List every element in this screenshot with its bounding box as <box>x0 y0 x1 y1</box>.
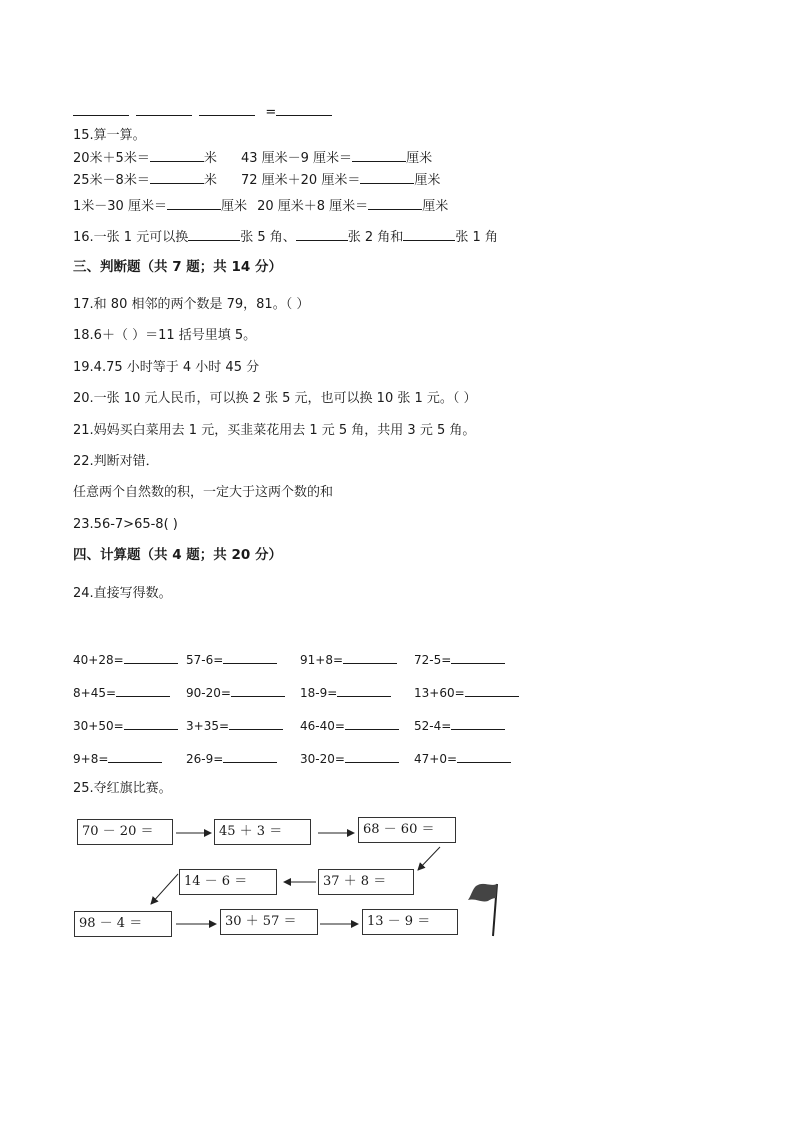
q15-unit: 米 <box>203 151 217 166</box>
question-21: 21.妈妈买白菜用去 1 元，买韭菜花用去 1 元 5 角，共用 3 元 5 角。 <box>73 423 476 438</box>
arrow-down-left-icon <box>151 874 178 904</box>
question-24-title: 24.直接写得数。 <box>73 586 172 601</box>
race-box: 14 － 6 ＝ <box>179 869 277 895</box>
race-box: 45 ＋ 3 ＝ <box>214 819 311 845</box>
q15-expr: 1米－30 厘米＝ <box>73 199 167 214</box>
question-25-title: 25.夺红旗比赛。 <box>73 781 172 796</box>
question-20: 20.一张 10 元人民币，可以换 2 张 5 元，也可以换 10 张 1 元。（ ） <box>73 391 477 406</box>
calc-expr: 13+60= <box>414 686 465 700</box>
question-23: 23.56-7>65-8( ) <box>73 517 178 532</box>
question-22: 22.判断对错． <box>73 454 159 469</box>
q15-unit: 厘米 <box>414 173 441 188</box>
equals-sign: = <box>265 105 277 120</box>
calc-expr: 26-9= <box>186 752 224 766</box>
calc-expr: 40+28= <box>73 653 124 667</box>
calc-expr: 91+8= <box>300 653 344 667</box>
q15-expr: 20米＋5米＝ <box>73 151 150 166</box>
calc-expr: 72-5= <box>414 653 452 667</box>
calc-expr: 30-20= <box>300 752 345 766</box>
q15-unit: 厘米 <box>422 199 449 214</box>
q15-expr: 20 厘米＋8 厘米＝ <box>257 199 369 214</box>
q15-unit: 厘米 <box>406 151 433 166</box>
section-3-heading: 三、判断题（共 7 题；共 14 分） <box>73 259 282 275</box>
race-box: 70 － 20 ＝ <box>77 819 173 845</box>
calc-expr: 30+50= <box>73 719 124 733</box>
q15-unit: 厘米 <box>220 199 247 214</box>
calc-expr: 46-40= <box>300 719 345 733</box>
question-22-statement: 任意两个自然数的积，一定大于这两个数的和 <box>73 485 334 500</box>
race-box: 68 － 60 ＝ <box>358 817 456 843</box>
calc-expr: 47+0= <box>414 752 458 766</box>
question-15-title: 15.算一算。 <box>73 128 146 143</box>
section-4-heading: 四、计算题（共 4 题；共 20 分） <box>73 547 282 563</box>
question-19: 19.4.75 小时等于 4 小时 45 分 <box>73 360 260 375</box>
calc-expr: 8+45= <box>73 686 117 700</box>
race-box: 13 － 9 ＝ <box>362 909 458 935</box>
question-17: 17.和 80 相邻的两个数是 79，81。（ ） <box>73 297 310 312</box>
q16-text: 张 5 角、 <box>240 230 296 245</box>
calc-expr: 9+8= <box>73 752 109 766</box>
calc-expr: 18-9= <box>300 686 338 700</box>
red-flag-icon <box>468 884 497 936</box>
q16-text: 张 2 角和 <box>347 230 404 245</box>
q15-expr: 72 厘米＋20 厘米＝ <box>240 173 361 188</box>
calc-expr: 90-20= <box>186 686 231 700</box>
q15-expr: 25米－8米＝ <box>73 173 150 188</box>
q15-expr: 43 厘米－9 厘米＝ <box>240 151 353 166</box>
q16-text: 张 1 角 <box>455 230 498 245</box>
race-box: 30 ＋ 57 ＝ <box>220 909 318 935</box>
question-18: 18.6＋（ ）＝11 括号里填 5。 <box>73 328 257 343</box>
calc-expr: 57-6= <box>186 653 224 667</box>
q15-unit: 米 <box>203 173 217 188</box>
calc-expr: 3+35= <box>186 719 230 733</box>
race-box: 98 － 4 ＝ <box>74 911 172 937</box>
arrow-down-left-icon <box>418 847 440 870</box>
calc-expr: 52-4= <box>414 719 452 733</box>
race-box: 37 ＋ 8 ＝ <box>318 869 414 895</box>
q16-text: 16.一张 1 元可以换 <box>73 230 189 245</box>
